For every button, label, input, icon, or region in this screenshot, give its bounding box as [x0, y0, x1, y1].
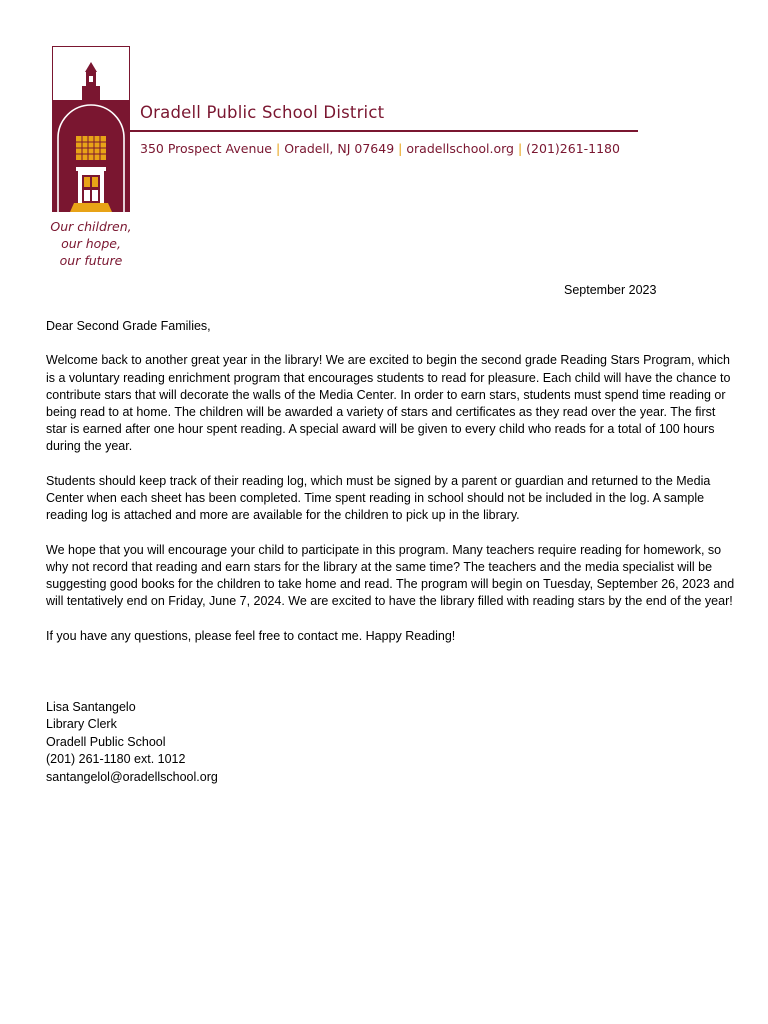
- paragraph: Students should keep track of their reading log, which must be signed by a parent or guardian and returned to the Media Center when each sheet has been completed. Time spent reading in school should not be included in the log. A sample reading log is attached and more are available for the children to pick up in the library.: [46, 473, 711, 523]
- phone: (201)261-1180: [526, 141, 620, 156]
- city: Oradell, NJ 07649: [284, 141, 395, 156]
- district-tagline: [44, 218, 138, 269]
- signature-block: [46, 699, 218, 786]
- header-divider: [130, 130, 638, 132]
- signer-email[interactable]: santangelol@oradellschool.org: [46, 769, 218, 784]
- school-building-logo: [52, 46, 130, 212]
- letter-body: [46, 318, 736, 662]
- contact-line: [140, 141, 620, 156]
- separator: |: [398, 141, 403, 156]
- paragraph: Welcome back to another great year in the library! We are excited to begin the second grade Reading Stars Program, which is a voluntary reading enrichment program that encourages students to read for pleasure. Each child will have the chance to contribute stars that will decorate the walls of the Media Center. In order to earn stars, students must spend time reading or being read to at home. The children will be awarded a variety of stars and certificates as they read over the year. The first star is earned after one hour spent reading. A special award will be given to every child who reads for a total of 100 hours during the year.: [46, 353, 731, 454]
- address: 350 Prospect Avenue: [140, 141, 272, 156]
- tagline-line: Our children,: [50, 219, 132, 234]
- tagline-line: our future: [59, 253, 123, 268]
- letter-date: September 2023: [564, 283, 657, 297]
- salutation: Dear Second Grade Families,: [46, 319, 211, 333]
- signer-phone: (201) 261-1180 ext. 1012: [46, 752, 186, 767]
- website-link[interactable]: oradellschool.org: [406, 141, 514, 156]
- signer-organization: Oradell Public School: [46, 734, 166, 749]
- separator: |: [517, 141, 523, 156]
- signer-name: Lisa Santangelo: [46, 700, 136, 714]
- district-name: Oradell Public School District: [140, 103, 385, 122]
- paragraph: If you have any questions, please feel free to contact me. Happy Reading!: [46, 628, 456, 643]
- tagline-line: our hope,: [61, 236, 121, 251]
- paragraph: We hope that you will encourage your child to participate in this program. Many teachers require reading for homework, so why not record that reading and earn stars for the library at the same time? The teachers and the media specialist will be suggesting good books for the children to take home and read. The program will begin on Tuesday, September 26, 2023 and will tentatively end on Friday, June 7, 2024. We are excited to have the library filled with reading stars by the end of the year!: [46, 542, 735, 609]
- signer-title: Library Clerk: [46, 717, 117, 732]
- separator: |: [276, 141, 281, 156]
